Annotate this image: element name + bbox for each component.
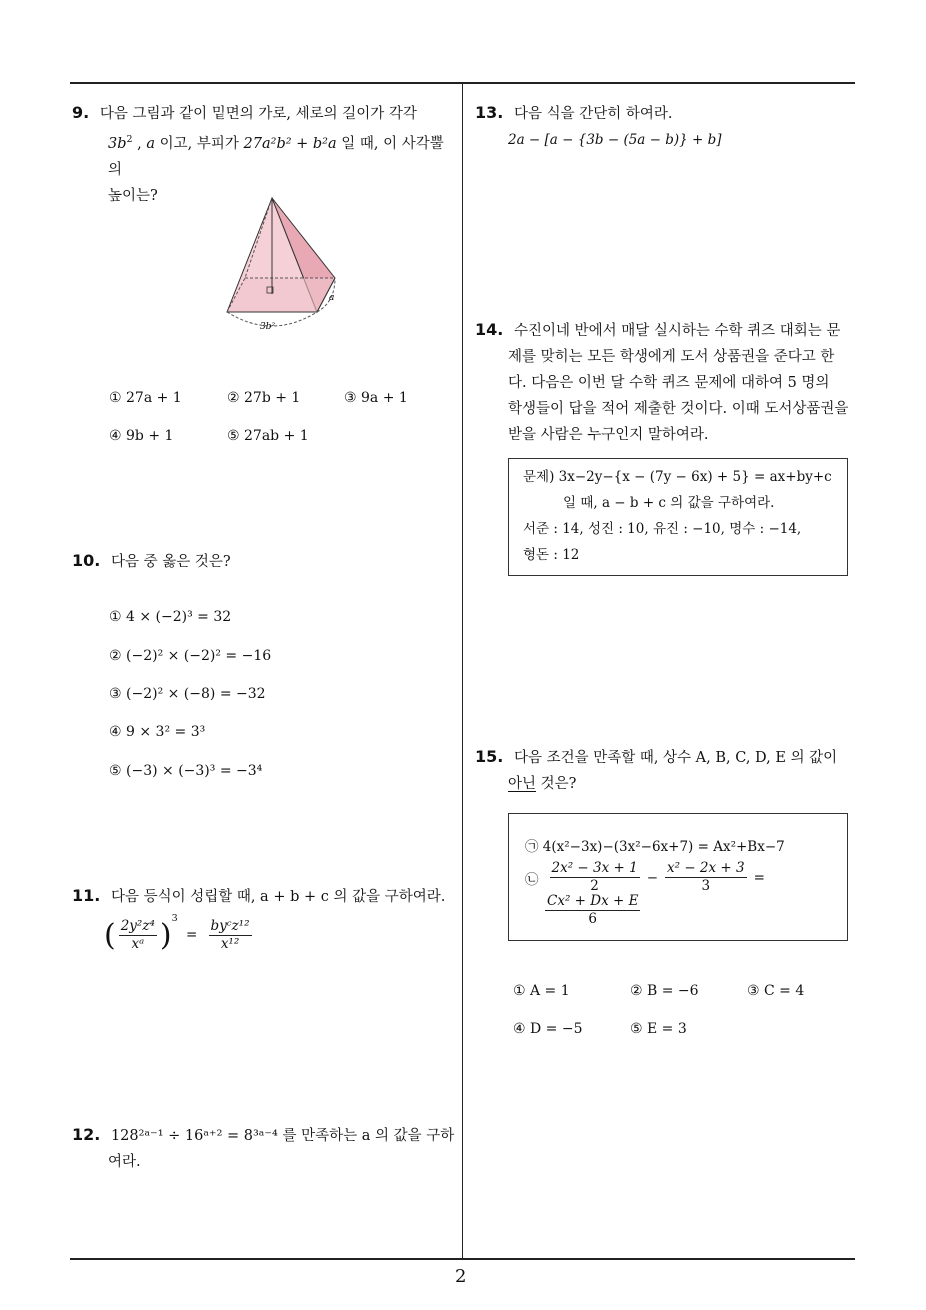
box-line-4: 형돈 : 12	[523, 547, 580, 563]
q10-choice-1[interactable]: ① 4 × (−2)³ = 32	[109, 609, 232, 625]
question-12-line2: 여라.	[108, 1154, 141, 1170]
question-14-number: 14.	[475, 320, 504, 339]
figure-label-a: a	[329, 293, 335, 303]
question-11-number: 11.	[72, 886, 101, 905]
q15-choice-5[interactable]: ⑤ E = 3	[630, 1021, 687, 1037]
column-divider	[462, 84, 463, 1259]
condition-1: ㉠ 4(x²−3x)−(3x²−6x+7) = Ax²+Bx−7	[525, 839, 785, 855]
question-14-line3: 다. 다음은 이번 달 수학 퀴즈 문제에 대하여 5 명의	[508, 375, 830, 391]
q10-choice-2[interactable]: ② (−2)² × (−2)² = −16	[109, 648, 272, 664]
question-9-line1: 다음 그림과 같이 밑면의 가로, 세로의 길이가 각각	[99, 106, 417, 122]
question-10	[72, 548, 457, 575]
question-14-line2: 제를 맞히는 모든 학생에게 도서 상품권을 준다고 한	[508, 349, 835, 365]
question-15-number: 15.	[475, 747, 504, 766]
q15-choice-1[interactable]: ① A = 1	[513, 983, 570, 999]
question-11-equation: ( $\frac{\text{2y²z⁴}}{\text{xᵃ}}$ )$^3$ = $\frac{\text{byᶜz¹²}}{\text{x¹²}}$	[104, 913, 250, 953]
q9-choice-4[interactable]: ④ 9b + 1	[109, 428, 174, 444]
q10-choice-3[interactable]: ③ (−2)² × (−8) = −32	[109, 686, 266, 702]
question-14-line4: 학생들이 답을 적어 제출한 것이다. 이때 도서상품권을	[508, 401, 849, 417]
q10-choice-4[interactable]: ④ 9 × 3² = 3³	[109, 724, 206, 740]
question-12-line1: 128²ᵃ⁻¹ ÷ 16ᵃ⁺² = 8³ᵃ⁻⁴ 를 만족하는 a 의 값을 구하	[110, 1128, 455, 1144]
q15-choice-4[interactable]: ④ D = −5	[513, 1021, 583, 1037]
question-15	[475, 744, 860, 797]
box-line-3: 서준 : 14, 성진 : 10, 유진 : −10, 명수 : −14,	[523, 521, 802, 537]
q9-choice-1[interactable]: ① 27a + 1	[109, 390, 182, 406]
bottom-rule	[70, 1258, 855, 1260]
condition-2: ㉡ $\frac{\text{2x² − 3x + 1}}{2}$ − $\frac{\text{x² − 2x + 3}}{3}$ =	[525, 860, 765, 894]
question-14	[475, 317, 860, 448]
question-14-line5: 받을 사람은 누구인지 말하여라.	[508, 427, 709, 443]
question-11-text: 다음 등식이 성립할 때, a + b + c 의 값을 구하여라.	[110, 889, 446, 905]
q9-choice-2[interactable]: ② 27b + 1	[227, 390, 301, 406]
question-11	[72, 883, 457, 910]
question-13-number: 13.	[475, 103, 504, 122]
question-10-text: 다음 중 옳은 것은?	[110, 554, 231, 570]
question-14-box	[508, 458, 848, 576]
question-13	[475, 100, 860, 153]
q9-choice-5[interactable]: ⑤ 27ab + 1	[227, 428, 309, 444]
question-15-line1: 다음 조건을 만족할 때, 상수 A, B, C, D, E 의 값이	[513, 750, 838, 766]
question-13-text: 다음 식을 간단히 하여라.	[513, 106, 673, 122]
q15-choice-2[interactable]: ② B = −6	[630, 983, 699, 999]
box-line-2: 일 때, a − b + c 의 값을 구하여라.	[563, 495, 775, 511]
figure-label-b: 3b²	[260, 322, 276, 332]
page-number: 2	[455, 1266, 467, 1287]
question-9-line2: $3b^2$ , a 이고, 부피가 27a²b² + b²a 일 때, 이 사각뿔의	[108, 134, 444, 178]
question-12	[72, 1122, 457, 1175]
condition-2-rhs: $\frac{\text{Cx² + Dx + E}}{6}$	[547, 893, 639, 927]
question-14-line1: 수진이네 반에서 매달 실시하는 수학 퀴즈 대회는 문	[513, 323, 841, 339]
q15-choice-3[interactable]: ③ C = 4	[747, 983, 805, 999]
question-9-line3: 높이는?	[108, 187, 158, 204]
q9-choice-3[interactable]: ③ 9a + 1	[344, 390, 408, 406]
question-12-number: 12.	[72, 1125, 101, 1144]
pyramid-figure	[215, 190, 345, 335]
question-10-number: 10.	[72, 551, 101, 570]
question-9-number: 9.	[72, 103, 90, 122]
question-15-line2: 아닌 것은?	[508, 776, 577, 792]
box-line-1: 문제) 3x−2y−{x − (7y − 6x) + 5} = ax+by+c	[523, 469, 832, 485]
question-15-box	[508, 813, 848, 941]
q10-choice-5[interactable]: ⑤ (−3) × (−3)³ = −3⁴	[109, 763, 263, 779]
question-13-expr: 2a − [a − {3b − (5a − b)} + b]	[508, 132, 722, 148]
